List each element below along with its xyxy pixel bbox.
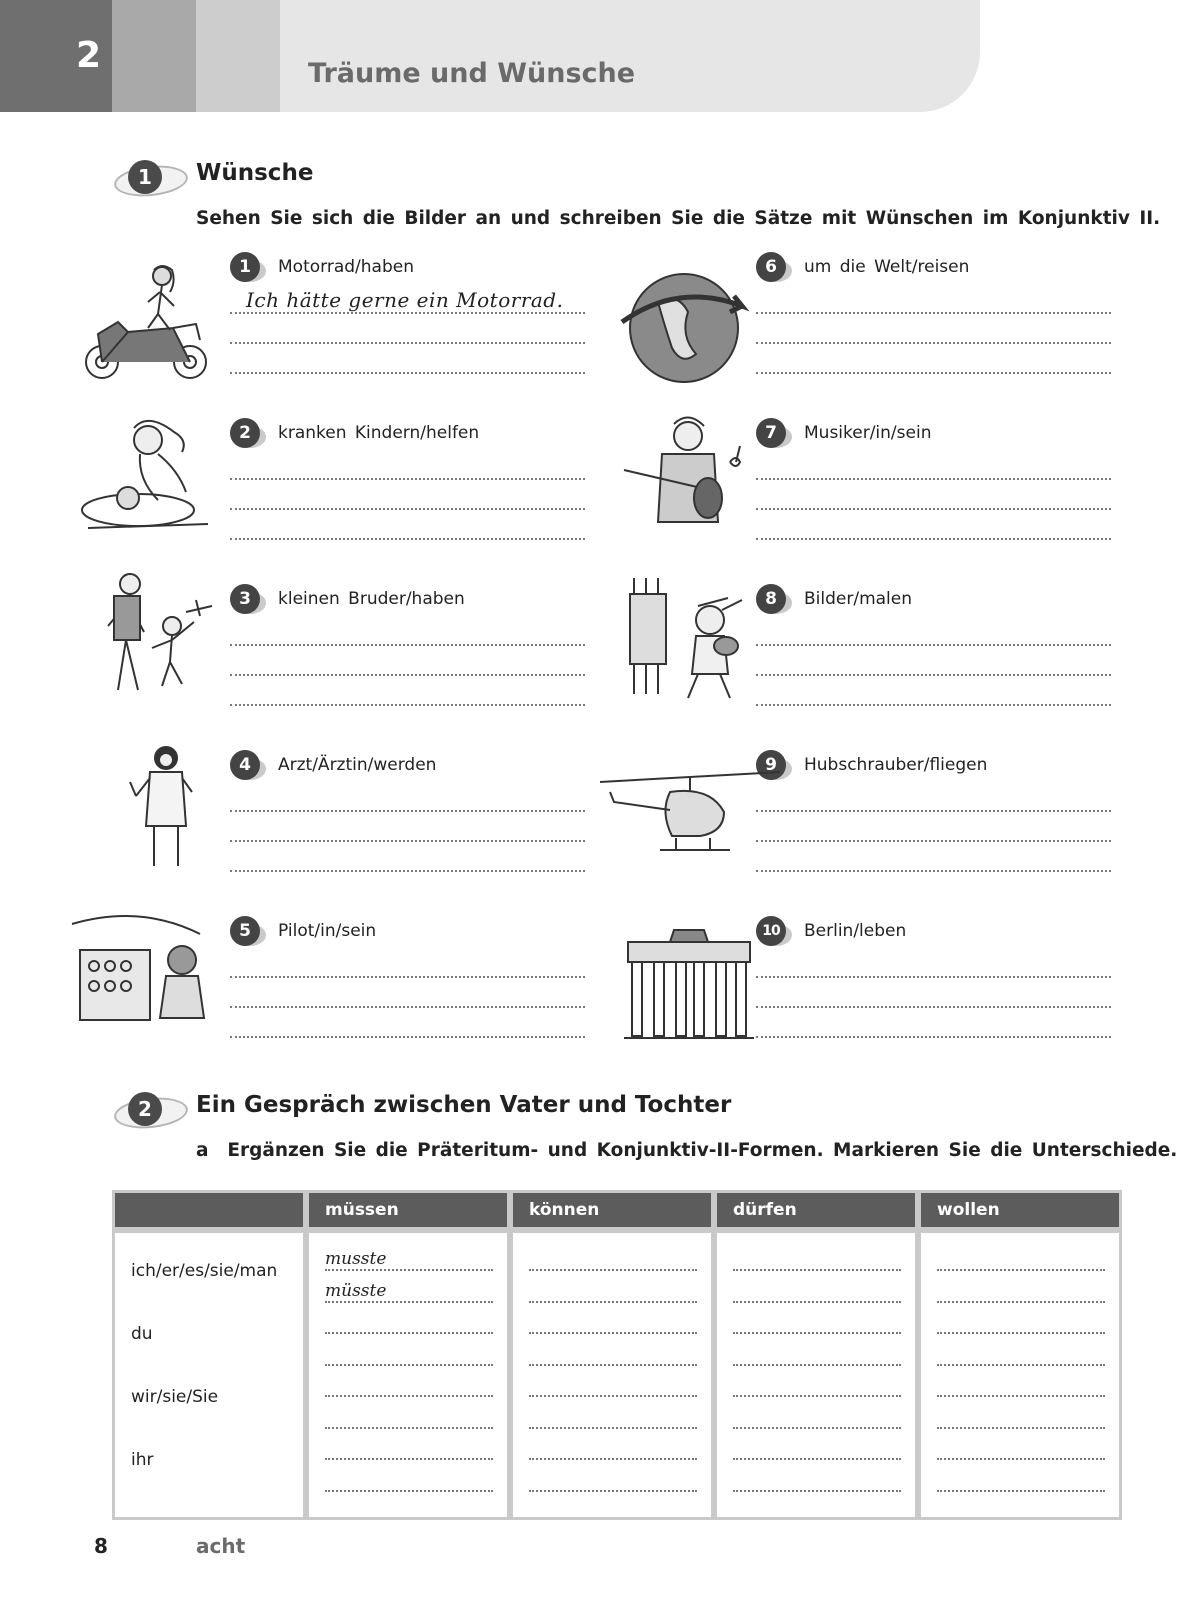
item-prompt: Arzt/Ärztin/werden (278, 755, 437, 775)
exercise-title: Ein Gespräch zwischen Vater und Tochter (196, 1092, 732, 1118)
column-header: können (513, 1193, 711, 1227)
answer-line[interactable] (230, 538, 585, 540)
page-number-word: acht (196, 1534, 246, 1558)
answer-text: Ich hätte gerne ein Motorrad. (246, 288, 564, 312)
divider (303, 1193, 309, 1517)
table-answer-line[interactable] (937, 1301, 1105, 1303)
item-prompt: kleinen Bruder/haben (278, 589, 465, 609)
exercise-item (756, 418, 1116, 558)
pronoun-label: wir/sie/Sie (131, 1387, 219, 1407)
answer-line[interactable] (230, 312, 585, 314)
exercise-item (756, 252, 1116, 392)
table-answer-line[interactable] (733, 1458, 901, 1460)
pilot-illustration (70, 910, 210, 1040)
pronoun-label: ihr (131, 1450, 154, 1470)
item-number: 10 (756, 916, 786, 946)
table-answer-line[interactable] (733, 1364, 901, 1366)
table-answer-line[interactable] (325, 1364, 493, 1366)
table-answer-line[interactable] (325, 1458, 493, 1460)
doctor-illustration (100, 742, 240, 872)
table-answer-line[interactable] (529, 1269, 697, 1271)
answer-line[interactable] (756, 644, 1111, 646)
item-prompt: um die Welt/reisen (804, 257, 970, 277)
exercise-item (230, 916, 590, 1056)
exercise-badge (112, 160, 188, 194)
exercise-instruction: Sehen Sie sich die Bilder an und schreiben Sie die Sätze mit Wünschen im Konjunktiv II. (196, 208, 1161, 229)
answer-line[interactable] (230, 1006, 585, 1008)
helicopter-illustration (600, 762, 780, 872)
header-bar (280, 0, 980, 112)
item-prompt: Hubschrauber/fliegen (804, 755, 988, 775)
answer-line[interactable] (756, 538, 1111, 540)
table-answer-line[interactable] (529, 1301, 697, 1303)
answer-line[interactable] (230, 704, 585, 706)
header-band (112, 0, 196, 112)
exercise-item (230, 584, 590, 724)
table-answer-line[interactable] (325, 1395, 493, 1397)
divider (115, 1227, 1119, 1233)
item-prompt: Motorrad/haben (278, 257, 414, 277)
mother-child-illustration (78, 410, 218, 540)
globe-illustration (618, 262, 758, 392)
item-number: 1 (230, 252, 260, 282)
answer-line[interactable] (756, 976, 1111, 978)
column-header: dürfen (717, 1193, 915, 1227)
header-band (196, 0, 280, 112)
item-number: 8 (756, 584, 786, 614)
exercise-item (756, 916, 1116, 1056)
conjugation-table (112, 1190, 1122, 1520)
exercise-number: 1 (128, 160, 162, 194)
item-prompt: Musiker/in/sein (804, 423, 932, 443)
answer-line[interactable] (756, 810, 1111, 812)
pronoun-label: du (131, 1324, 153, 1344)
exercise-badge (112, 1092, 188, 1126)
table-answer-line[interactable] (529, 1490, 697, 1492)
answer-line[interactable] (756, 372, 1111, 374)
table-answer-line[interactable] (325, 1427, 493, 1429)
chapter-number: 2 (0, 0, 112, 112)
table-answer-line[interactable] (733, 1490, 901, 1492)
table-answer-line[interactable] (937, 1458, 1105, 1460)
table-answer-line[interactable] (325, 1269, 493, 1271)
item-prompt: Pilot/in/sein (278, 921, 377, 941)
table-answer-line[interactable] (937, 1332, 1105, 1334)
answer-line[interactable] (756, 674, 1111, 676)
answer-line[interactable] (230, 372, 585, 374)
item-number: 3 (230, 584, 260, 614)
column-header: wollen (921, 1193, 1119, 1227)
exercise-item (230, 418, 590, 558)
table-answer-line[interactable] (529, 1364, 697, 1366)
table-answer-line[interactable] (733, 1427, 901, 1429)
table-answer-line[interactable] (733, 1395, 901, 1397)
exercise-instruction: a Ergänzen Sie die Präteritum- und Konjunktiv-II-Formen. Markieren Sie die Unterschiede. (196, 1140, 1178, 1161)
table-answer-line[interactable] (733, 1269, 901, 1271)
answer-line[interactable] (230, 870, 585, 872)
man-boy-illustration (78, 570, 218, 700)
table-answer-line[interactable] (325, 1490, 493, 1492)
answer-line[interactable] (230, 674, 585, 676)
item-number: 5 (230, 916, 260, 946)
answer-line[interactable] (230, 1036, 585, 1038)
exercise-item (230, 252, 590, 392)
example-answer: müsste (325, 1281, 387, 1301)
table-answer-line[interactable] (937, 1490, 1105, 1492)
answer-line[interactable] (230, 840, 585, 842)
answer-line[interactable] (756, 1006, 1111, 1008)
painter-illustration (618, 570, 758, 700)
item-prompt: Berlin/leben (804, 921, 907, 941)
divider (711, 1193, 717, 1517)
table-answer-line[interactable] (937, 1427, 1105, 1429)
motorcycle-illustration (78, 262, 218, 392)
answer-line[interactable] (756, 312, 1111, 314)
table-answer-line[interactable] (325, 1301, 493, 1303)
answer-line[interactable] (756, 1036, 1111, 1038)
violinist-illustration (618, 410, 758, 540)
column-header: müssen (309, 1193, 507, 1227)
item-number: 9 (756, 750, 786, 780)
answer-line[interactable] (230, 976, 585, 978)
item-number: 6 (756, 252, 786, 282)
table-answer-line[interactable] (325, 1332, 493, 1334)
answer-line[interactable] (756, 508, 1111, 510)
table-answer-line[interactable] (937, 1269, 1105, 1271)
answer-line[interactable] (756, 870, 1111, 872)
table-answer-line[interactable] (529, 1427, 697, 1429)
answer-line[interactable] (230, 644, 585, 646)
answer-line[interactable] (230, 342, 585, 344)
answer-line[interactable] (230, 810, 585, 812)
exercise-number: 2 (128, 1092, 162, 1126)
answer-line[interactable] (756, 478, 1111, 480)
table-answer-line[interactable] (937, 1395, 1105, 1397)
table-answer-line[interactable] (529, 1395, 697, 1397)
item-number: 7 (756, 418, 786, 448)
answer-line[interactable] (230, 478, 585, 480)
exercise-item (230, 750, 590, 890)
chapter-title: Träume und Wünsche (308, 58, 636, 89)
divider (507, 1193, 513, 1517)
divider (915, 1193, 921, 1517)
item-number: 2 (230, 418, 260, 448)
table-answer-line[interactable] (937, 1364, 1105, 1366)
table-answer-line[interactable] (529, 1458, 697, 1460)
item-number: 4 (230, 750, 260, 780)
answer-line[interactable] (756, 342, 1111, 344)
page-number: 8 (94, 1534, 108, 1558)
item-prompt: Bilder/malen (804, 589, 913, 609)
item-prompt: kranken Kindern/helfen (278, 423, 480, 443)
answer-line[interactable] (230, 508, 585, 510)
exercise-title: Wünsche (196, 160, 314, 186)
exercise-item (756, 584, 1116, 724)
header-blank (115, 1193, 303, 1227)
brandenburg-gate-illustration (622, 920, 756, 1044)
pronoun-label: ich/er/es/sie/man (131, 1261, 278, 1281)
example-answer: musste (325, 1249, 387, 1269)
answer-line[interactable] (756, 704, 1111, 706)
table-answer-line[interactable] (529, 1332, 697, 1334)
table-answer-line[interactable] (733, 1332, 901, 1334)
answer-line[interactable] (756, 840, 1111, 842)
exercise-item (756, 750, 1116, 890)
table-answer-line[interactable] (733, 1301, 901, 1303)
